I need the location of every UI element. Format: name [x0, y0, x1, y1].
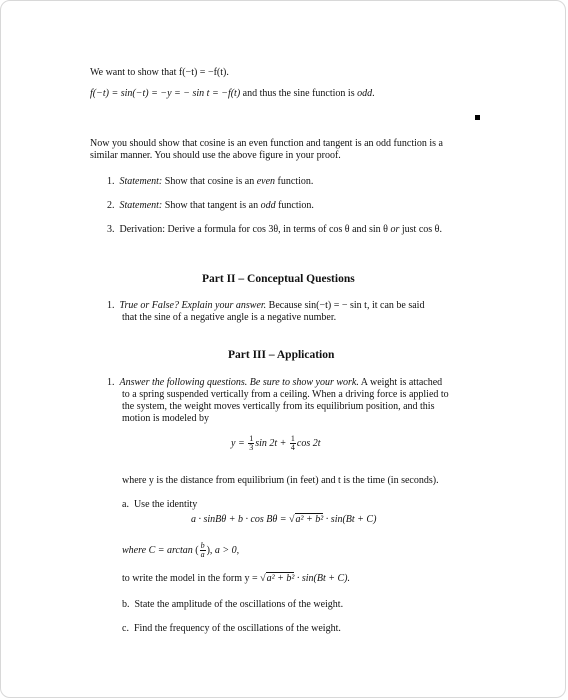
sub-question-a-label: a. — [122, 499, 129, 510]
part-2-heading: Part II – Conceptual Questions — [202, 273, 355, 285]
intro-line-1-text: We want to show that f(−t) = −f(t). — [90, 67, 229, 78]
part-3-question-line-3: the system, the weight moves vertically from its equilibrium position, and this — [122, 401, 435, 412]
fraction-a: a — [200, 550, 205, 559]
intro-line-1 — [90, 66, 229, 79]
equation-sine-term: sin 2t + — [255, 437, 287, 449]
model-form-line: to write the model in the form y = √a² + b² · sin(Bt + C). — [122, 573, 351, 584]
task-item-2-end: function. — [275, 200, 314, 211]
part-2-question-rest: Because sin(−t) = − sin t, it can be said — [266, 300, 425, 311]
fraction-one-fourth — [290, 435, 296, 452]
identity-root: a² + b² — [295, 514, 324, 525]
sub-question-c-label: c. — [122, 623, 129, 634]
task-paragraph-line-1: Now you should show that cosine is an even function and tangent is an odd function is a — [90, 138, 443, 149]
part-3-question-line-4: motion is modeled by — [122, 413, 209, 424]
equation-y: y = — [231, 437, 245, 449]
part-3-heading: Part III – Application — [228, 349, 335, 361]
task-item-2-number: 2. — [107, 200, 115, 211]
task-item-3 — [107, 223, 442, 236]
task-item-1-end: function. — [275, 176, 314, 187]
identity-left: a · sinBθ + b · cos Bθ = — [191, 514, 290, 525]
sub-question-b-text: State the amplitude of the oscillations of the weight. — [134, 599, 344, 610]
identity-right: · sin(Bt + C) — [323, 514, 377, 525]
where-c-definition: where C = arctan ( $\frac{b}{a}$ ), a > 0, — [122, 541, 240, 559]
task-item-1 — [107, 175, 313, 188]
task-item-2-emphasis: odd — [260, 200, 276, 211]
task-item-3-emphasis: or — [390, 224, 400, 235]
where-c-left: where C = arctan — [122, 544, 196, 556]
sine-odd-derivation: f(−t) = sin(−t) = −y = − sin t = −f(t) — [90, 88, 241, 99]
where-c-right: , a > 0, — [209, 544, 240, 556]
part-2-question-italic: True or False? Explain your answer. — [119, 300, 267, 311]
task-item-1-number: 1. — [107, 176, 115, 187]
task-item-2 — [107, 199, 314, 212]
model-form-left: to write the model in the form y = — [122, 573, 261, 584]
bullet-marker — [475, 115, 480, 120]
variable-definition: where y is the distance from equilibrium (in feet) and t is the time (in seconds). — [122, 475, 439, 486]
fraction-1-denominator: 3 — [249, 443, 254, 452]
sub-question-c-text: Find the frequency of the oscillations of the weight. — [133, 623, 341, 634]
task-item-1-emphasis: even — [256, 176, 276, 187]
fraction-b-over-a — [200, 542, 206, 559]
task-paragraph-line-2: similar manner. You should use the above figure in your proof. — [90, 150, 341, 161]
intro-line-2-end: . — [372, 88, 375, 99]
fraction-one-third — [248, 435, 254, 452]
sub-question-b — [122, 598, 343, 611]
task-item-1-label: Statement: — [119, 176, 163, 187]
task-item-1-text: Show that cosine is an — [162, 176, 257, 187]
fraction-2-denominator: 4 — [290, 443, 295, 452]
sub-question-b-label: b. — [122, 599, 130, 610]
sub-question-a — [122, 498, 197, 511]
part-2-question-line-2: that the sine of a negative angle is a negative number. — [122, 312, 337, 323]
part-3-question-number: 1. — [107, 377, 115, 388]
task-item-2-label: Statement: — [119, 200, 163, 211]
intro-line-2 — [90, 87, 375, 100]
fraction-1-numerator: 1 — [249, 434, 254, 443]
part-3-question-italic: Answer the following questions. Be sure to show your work. — [119, 377, 359, 388]
sub-question-a-text: Use the identity — [133, 499, 198, 510]
task-item-3-text: Derivation: Derive a formula for cos 3θ, in terms of cos θ and sin θ — [119, 224, 391, 235]
task-item-2-text: Show that tangent is an — [162, 200, 261, 211]
part-3-question-line-2: to a spring suspended vertically from a ceiling. When a driving force is applied to — [122, 389, 449, 400]
task-item-3-end: just cos θ. — [399, 224, 442, 235]
part-3-question-rest: A weight is attached — [358, 377, 443, 388]
identity-equation: a · sinBθ + b · cos Bθ = √a² + b² · sin(Bt + C) — [191, 514, 377, 525]
sub-question-c — [122, 622, 341, 635]
odd-emphasis: odd — [357, 88, 373, 99]
task-item-3-number: 3. — [107, 224, 115, 235]
part-2-question-number: 1. — [107, 300, 115, 311]
model-form-root: a² + b² — [266, 573, 295, 584]
spring-model-equation — [231, 435, 321, 452]
intro-line-2-tail: and thus the sine function is — [240, 88, 358, 99]
model-form-right: · sin(Bt + C). — [294, 573, 351, 584]
fraction-2-numerator: 1 — [290, 434, 295, 443]
fraction-b: b — [200, 541, 205, 550]
equation-cosine-term: cos 2t — [296, 437, 321, 449]
